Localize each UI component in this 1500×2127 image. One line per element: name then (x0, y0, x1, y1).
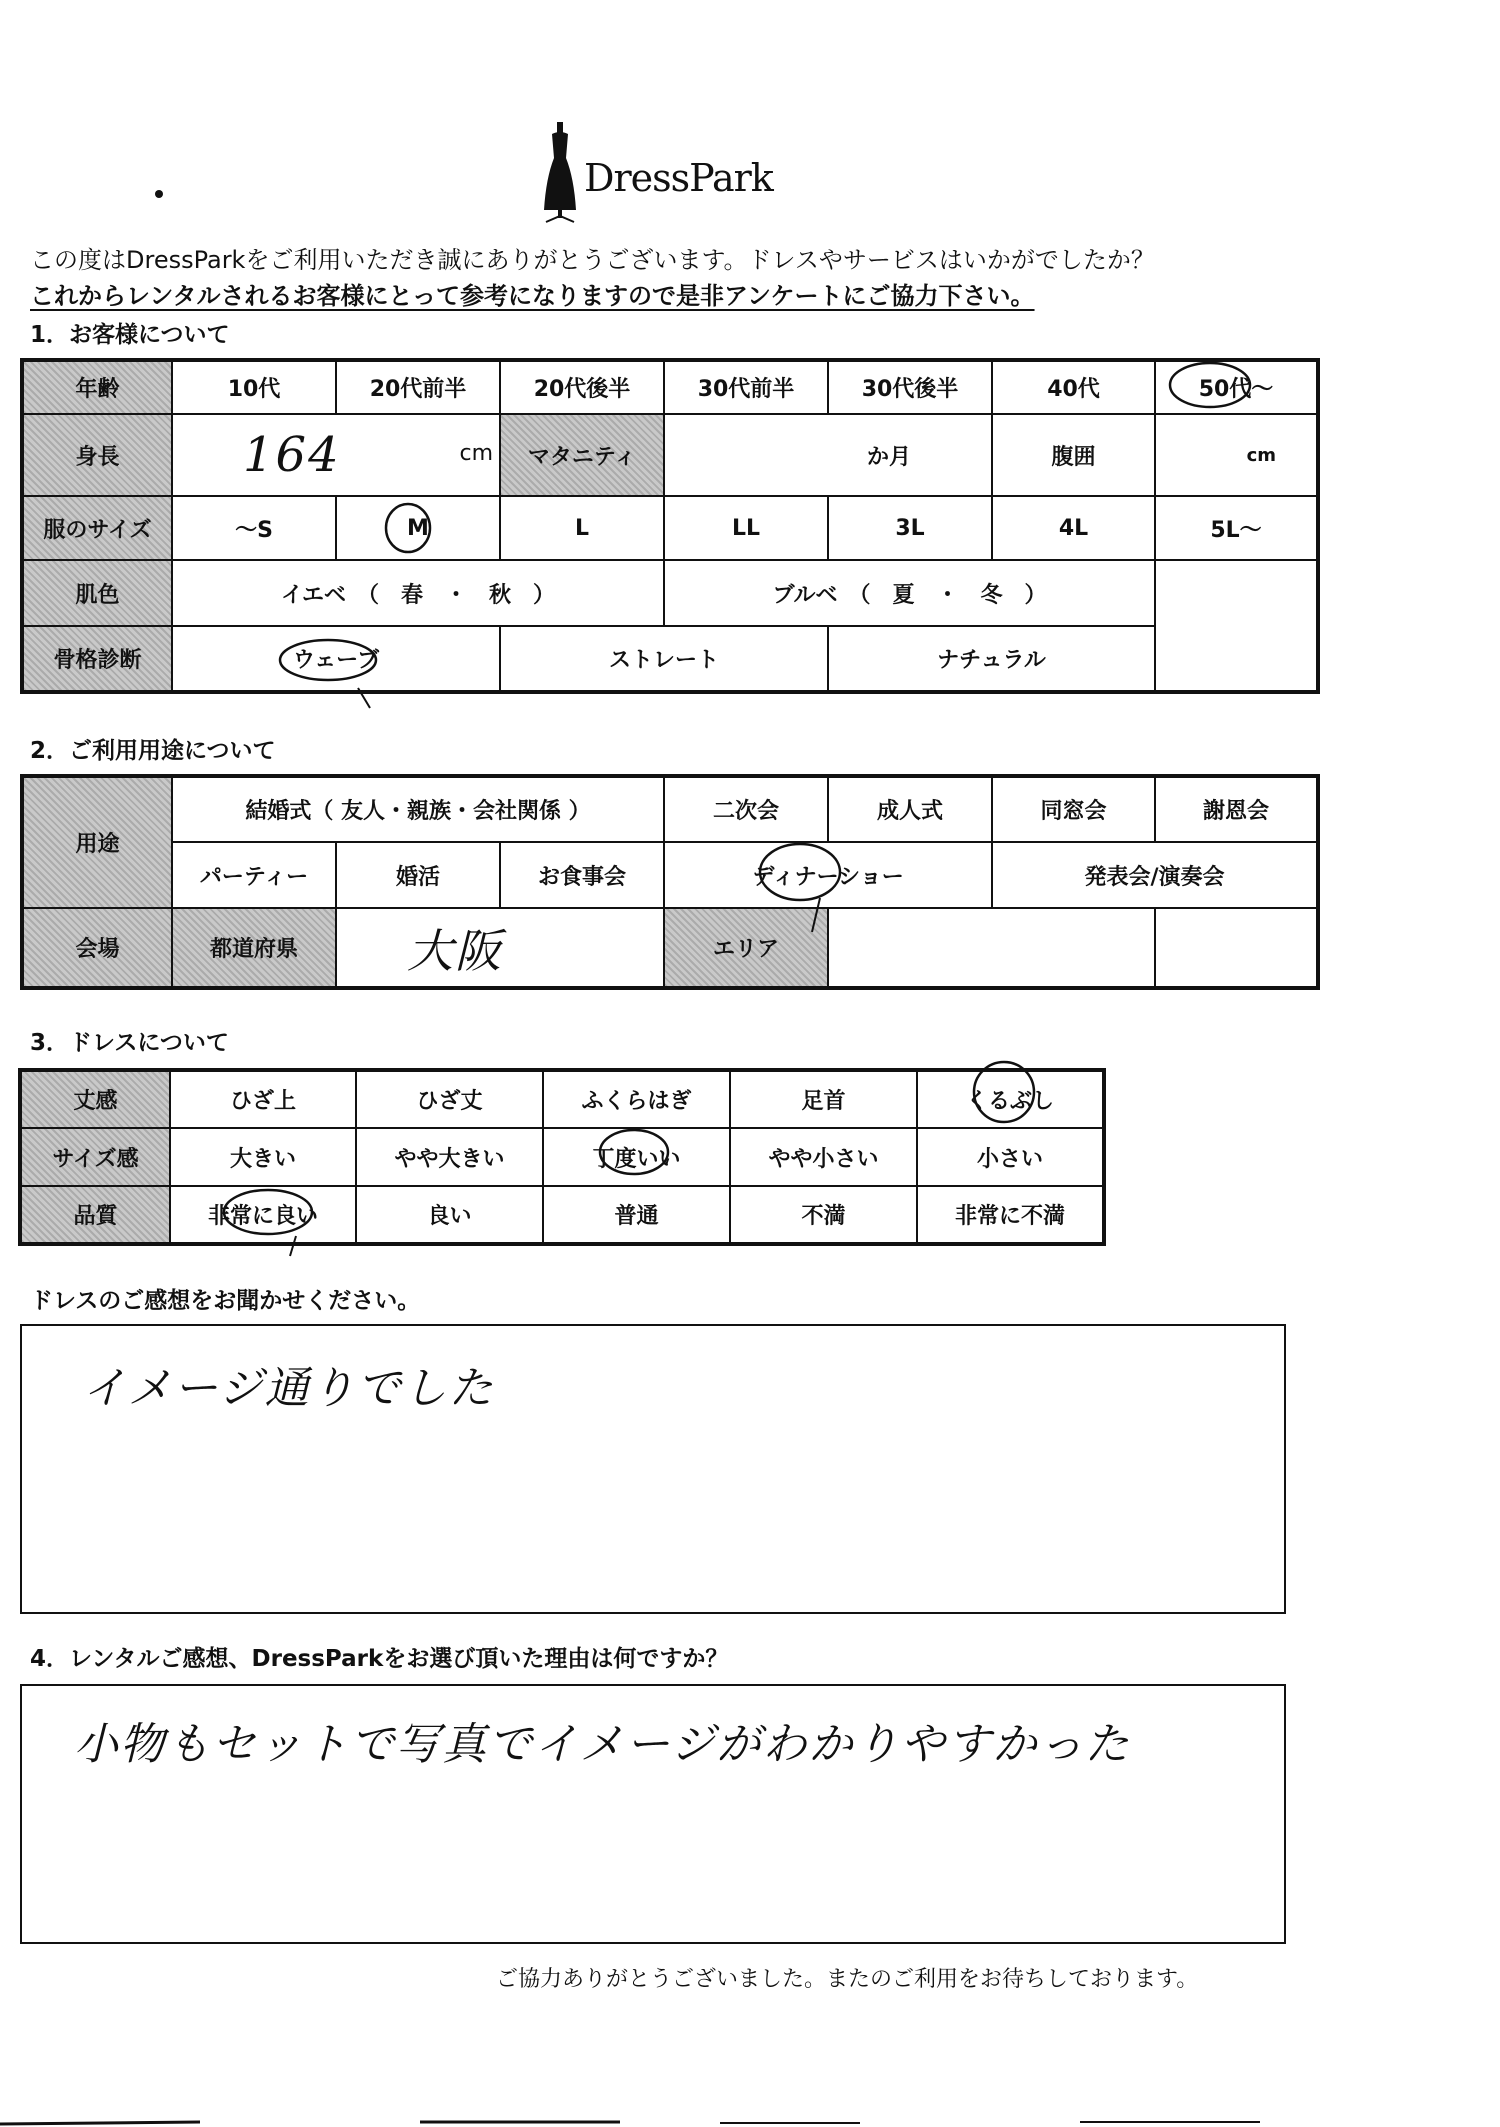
quality-option[interactable]: 良い (356, 1186, 543, 1244)
age-option[interactable]: 40代 (992, 360, 1155, 414)
bone-option[interactable]: ストレート (500, 626, 828, 692)
empty-cell (1155, 908, 1318, 988)
dress-comment-prompt: ドレスのご感想をお聞かせください。 (30, 1288, 421, 1314)
intro-line-1: この度はDressParkをご利用いただき誠にありがとうございます。ドレスやサービスはいかがでしたか？ (30, 246, 1155, 274)
height-value: 164 (243, 427, 341, 483)
area-field[interactable] (828, 908, 1155, 988)
scan-edge-marks (0, 2108, 1500, 2127)
bone-header: 骨格診断 (22, 626, 172, 692)
purpose-option[interactable]: パーティー (172, 842, 336, 908)
section2-title: 2．ご利用用途について (30, 738, 276, 764)
size-option-selected[interactable]: M (336, 496, 500, 560)
dress-comment-text: イメージ通りでした (82, 1363, 495, 1414)
purpose-option[interactable]: 謝恩会 (1155, 776, 1318, 842)
purpose-option[interactable]: 婚活 (336, 842, 500, 908)
size-option[interactable]: 4L (992, 496, 1155, 560)
age-option[interactable]: 10代 (172, 360, 336, 414)
size-option[interactable]: LL (664, 496, 828, 560)
closing-message: ご協力ありがとうございました。またのご利用をお待ちしております。 (496, 1967, 1199, 1992)
venue-header: 会場 (22, 908, 172, 988)
fit-option[interactable]: 小さい (917, 1128, 1104, 1186)
quality-option-selected[interactable]: 非常に良い (170, 1186, 356, 1244)
age-option[interactable]: 30代前半 (664, 360, 828, 414)
bone-option-selected[interactable]: ウェーブ (172, 626, 500, 692)
scan-speck (155, 190, 163, 198)
age-header: 年齢 (22, 360, 172, 414)
prefecture-field[interactable] (336, 908, 664, 988)
purpose-header: 用途 (22, 776, 172, 908)
length-option[interactable]: ふくらはぎ (543, 1070, 730, 1128)
size-option[interactable]: 3L (828, 496, 992, 560)
size-header: 服のサイズ (22, 496, 172, 560)
purpose-option[interactable]: お食事会 (500, 842, 664, 908)
age-option[interactable]: 30代後半 (828, 360, 992, 414)
fit-option-selected[interactable]: 丁度いい (543, 1128, 730, 1186)
section3-title: 3．ドレスについて (30, 1030, 229, 1056)
belly-unit: cm (1246, 444, 1276, 466)
rental-comment-text: 小物もセットで写真でイメージがわかりやすかった (74, 1719, 1131, 1770)
dress-form-icon (540, 118, 580, 228)
length-option[interactable]: 足首 (730, 1070, 917, 1128)
belly-label: 腹囲 (992, 414, 1155, 496)
purpose-wedding[interactable]: 結婚式（ 友人・親族・会社関係 ） (172, 776, 664, 842)
quality-option[interactable]: 非常に不満 (917, 1186, 1104, 1244)
quality-option[interactable]: 不満 (730, 1186, 917, 1244)
fit-header: サイズ感 (20, 1128, 170, 1186)
empty-cell (1155, 626, 1318, 692)
dresspark-logo (540, 118, 800, 228)
skin-option-blue[interactable]: ブルベ （ 夏 ・ 冬 ） (664, 560, 1155, 626)
skin-option-yellow[interactable]: イエベ （ 春 ・ 秋 ） (172, 560, 664, 626)
size-option[interactable]: ～S (172, 496, 336, 560)
empty-cell (1155, 560, 1318, 626)
prefecture-value: 大阪 (407, 923, 503, 978)
skin-header: 肌色 (22, 560, 172, 626)
quality-option[interactable]: 普通 (543, 1186, 730, 1244)
height-header: 身長 (22, 414, 172, 496)
height-unit: cm (459, 441, 493, 466)
area-header: エリア (664, 908, 828, 988)
section4-title: 4．レンタルご感想、DressParkをお選び頂いた理由は何ですか？ (30, 1646, 729, 1672)
age-option-selected[interactable]: 50代～ (1155, 360, 1318, 414)
customer-table (20, 358, 1320, 694)
intro-line-2: これからレンタルされるお客様にとって参考になりますので是非アンケートにご協力下さい。 (30, 282, 1035, 310)
size-option[interactable]: 5L～ (1155, 496, 1318, 560)
purpose-option[interactable]: 同窓会 (992, 776, 1155, 842)
length-option[interactable]: ひざ上 (170, 1070, 356, 1128)
bone-option[interactable]: ナチュラル (828, 626, 1155, 692)
purpose-table (20, 774, 1320, 990)
maternity-header: マタニティ (500, 414, 664, 496)
length-option[interactable]: ひざ丈 (356, 1070, 543, 1128)
prefecture-header: 都道府県 (172, 908, 336, 988)
purpose-option[interactable]: 発表会/演奏会 (992, 842, 1318, 908)
length-header: 丈感 (20, 1070, 170, 1128)
purpose-option[interactable]: 二次会 (664, 776, 828, 842)
purpose-option-selected[interactable]: ディナーショー (664, 842, 992, 908)
fit-option[interactable]: やや大きい (356, 1128, 543, 1186)
age-option[interactable]: 20代後半 (500, 360, 664, 414)
month-unit: か月 (866, 444, 911, 470)
rental-comment-box[interactable] (20, 1684, 1286, 1944)
quality-header: 品質 (20, 1186, 170, 1244)
age-option[interactable]: 20代前半 (336, 360, 500, 414)
section1-title: 1．お客様について (30, 322, 230, 348)
fit-option[interactable]: 大きい (170, 1128, 356, 1186)
purpose-option[interactable]: 成人式 (828, 776, 992, 842)
fit-option[interactable]: やや小さい (730, 1128, 917, 1186)
length-option-selected[interactable]: くるぶし (917, 1070, 1104, 1128)
size-option[interactable]: L (500, 496, 664, 560)
dress-table (18, 1068, 1106, 1246)
brand-name: DressPark (584, 156, 773, 200)
dress-comment-box[interactable] (20, 1324, 1286, 1614)
height-field[interactable] (172, 414, 500, 496)
maternity-months-field[interactable] (664, 414, 992, 496)
belly-field[interactable] (1155, 414, 1318, 496)
